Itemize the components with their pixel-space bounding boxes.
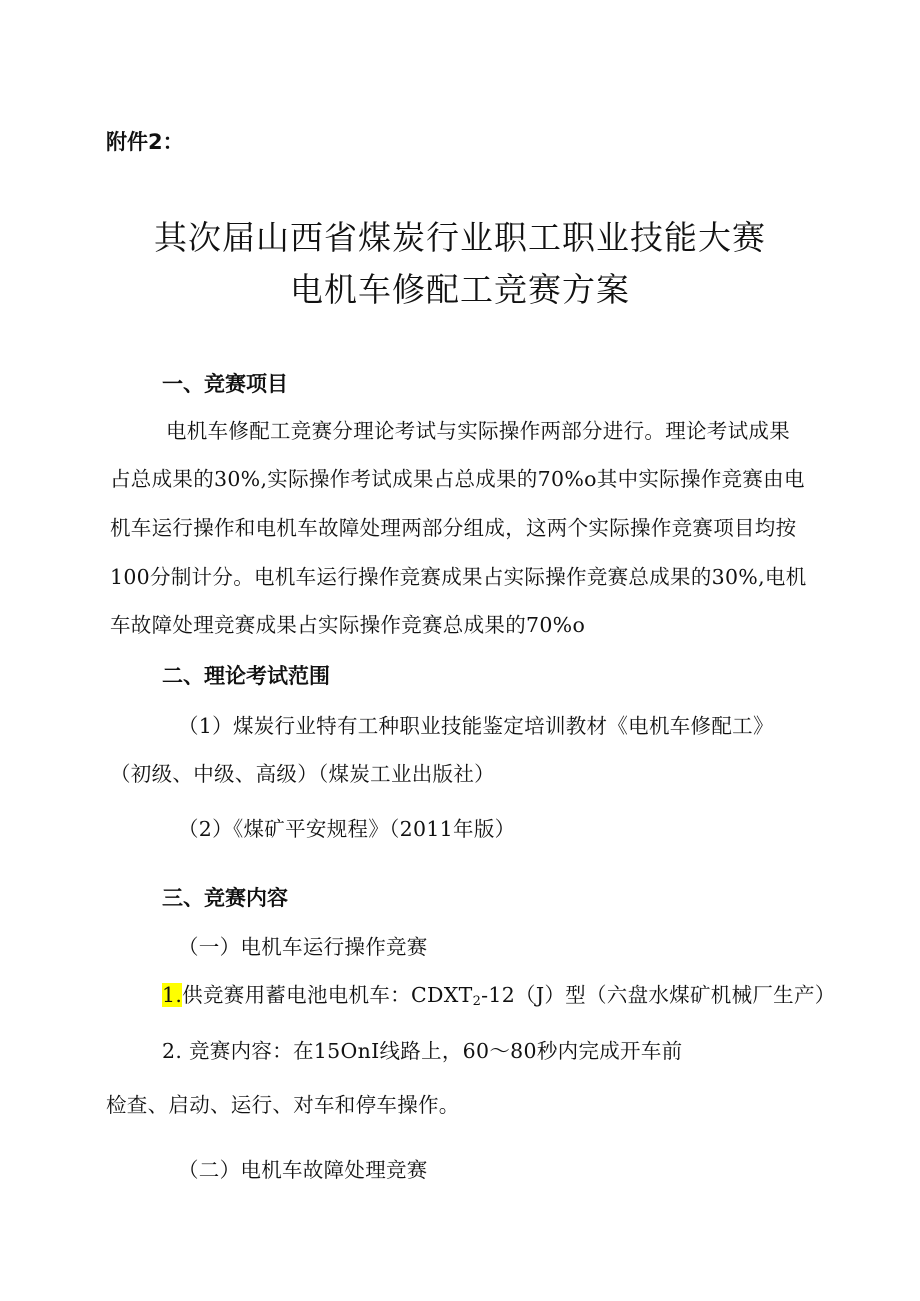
section1-line: 车故障处理竞赛成果占实际操作竞赛总成果的70%o bbox=[110, 613, 586, 637]
item1-text-rest: -12（J）型（六盘水煤矿机械厂生产） bbox=[481, 983, 836, 1007]
section3-item2-line2: 检查、启动、运行、对车和停车操作。 bbox=[106, 1093, 460, 1117]
section3-subheading2: （二）电机车故障处理竞赛 bbox=[178, 1158, 428, 1182]
section1-line: 机车运行操作和电机车故障处理两部分组成，这两个实际操作竞赛项目均按 bbox=[110, 516, 797, 540]
document-title-line1: 其次届山西省煤炭行业职工职业技能大赛 bbox=[154, 218, 766, 257]
section1-line: 100分制计分。电机车运行操作竞赛成果占实际操作竞赛总成果的30%,电机 bbox=[110, 565, 807, 589]
section3-item1 bbox=[162, 978, 836, 1008]
section2-item1-line1: （1）煤炭行业特有工种职业技能鉴定培训教材《电机车修配工》 bbox=[178, 714, 774, 738]
section1-heading: 一、竞赛项目 bbox=[162, 372, 288, 396]
highlighted-number: 1. bbox=[162, 983, 183, 1007]
section3-item2-line1: 2. 竞赛内容：在15OnI线路上，60～80秒内完成开车前 bbox=[162, 1039, 683, 1063]
section3-subheading1: （一）电机车运行操作竞赛 bbox=[178, 935, 428, 959]
document-title-line2: 电机车修配工竞赛方案 bbox=[290, 270, 630, 309]
item1-subscript: 2 bbox=[472, 994, 482, 1009]
item1-text: 供竞赛用蓄电池电机车：CDXT bbox=[182, 983, 473, 1007]
section2-item1-line2: （初级、中级、高级）（煤炭工业出版社） bbox=[110, 762, 495, 786]
section2-item2: （2）《煤矿平安规程》（2011年版） bbox=[178, 817, 516, 841]
section1-line: 占总成果的30%,实际操作考试成果占总成果的70%o其中实际操作竞赛由电 bbox=[110, 467, 805, 491]
section1-line: 电机车修配工竞赛分理论考试与实际操作两部分进行。理论考试成果 bbox=[166, 419, 790, 443]
section3-heading: 三、竞赛内容 bbox=[162, 886, 288, 910]
attachment-label: 附件2： bbox=[106, 130, 184, 154]
section2-heading: 二、理论考试范围 bbox=[162, 664, 330, 688]
